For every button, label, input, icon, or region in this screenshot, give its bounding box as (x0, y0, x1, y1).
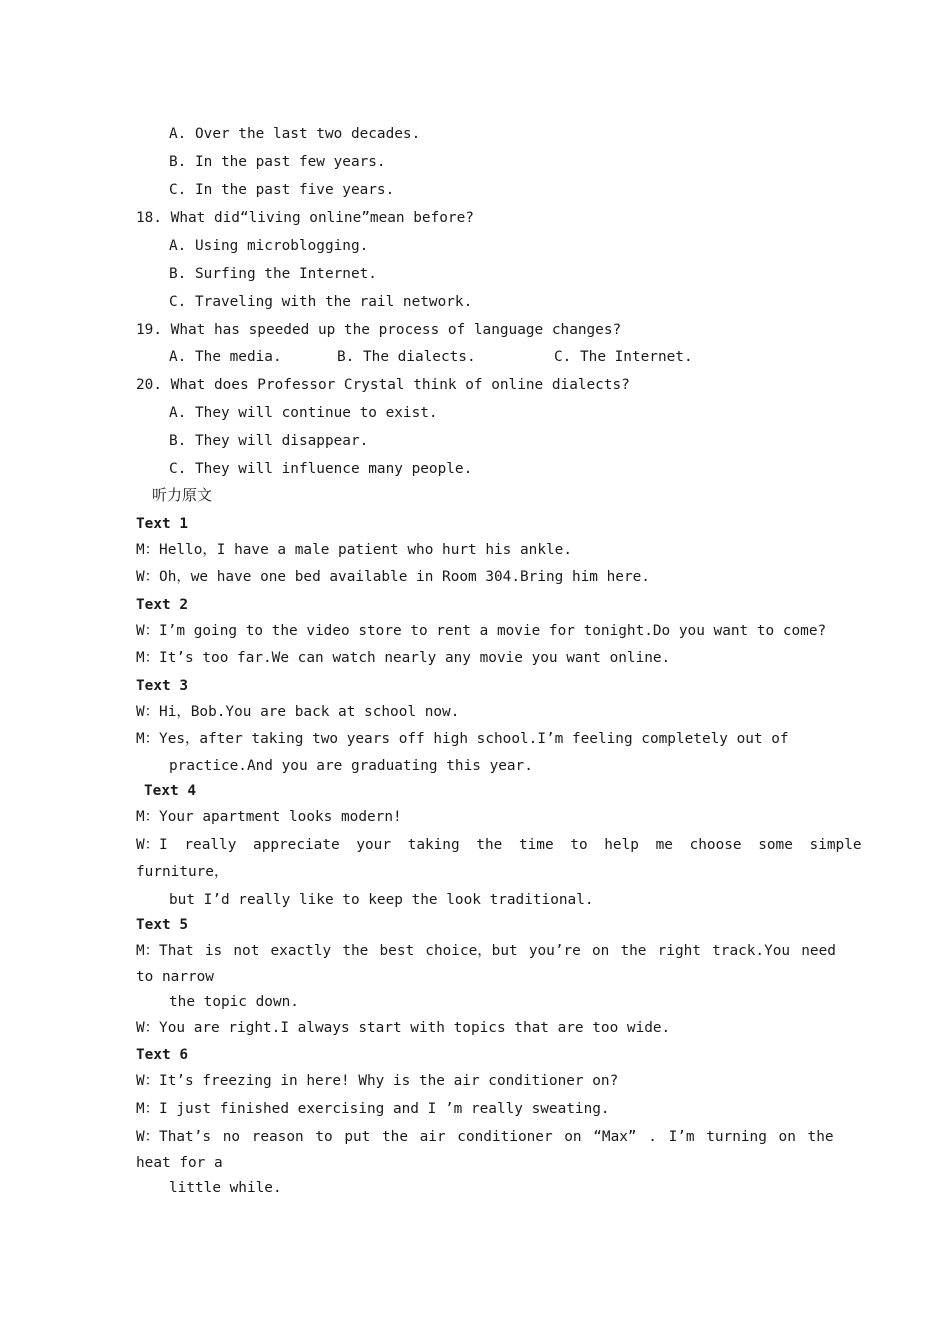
text6-line3-cont: heat for a (136, 1155, 223, 1171)
text5-line1: M：That is not exactly the best choice，but you’re on the right track.You need (136, 943, 836, 959)
q18-option-c: C. Traveling with the rail network. (169, 294, 473, 310)
q17-option-a: A. Over the last two decades. (169, 126, 421, 142)
text4-line2-cont: furniture， (136, 864, 229, 880)
text2-line1: W：I’m going to the video store to rent a movie for tonight.Do you want to come? (136, 623, 827, 639)
text2-line2: M：It’s too far.We can watch nearly any movie you want online. (136, 650, 671, 666)
text2-title: Text 2 (136, 597, 188, 613)
q19-stem: 19. What has speeded up the process of language changes? (136, 322, 622, 338)
text6-line3: W：That’s no reason to put the air conditioner on “Max” . I’m turning on the (136, 1129, 834, 1145)
text6-line3-cont2: little while. (169, 1180, 282, 1196)
q18-stem: 18. What did“living online”mean before? (136, 210, 474, 226)
q17-option-b: B. In the past few years. (169, 154, 386, 170)
text1-line2: W：Oh，we have one bed available in Room 304.Bring him here. (136, 569, 650, 585)
text6-line2: M：I just finished exercising and I ’m really sweating. (136, 1101, 610, 1117)
text5-title: Text 5 (136, 917, 188, 933)
text1-line1: M：Hello，I have a male patient who hurt his ankle. (136, 542, 572, 558)
text4-line2: W：I really appreciate your taking the time to help me choose some simple (136, 837, 862, 853)
text3-title: Text 3 (136, 678, 188, 694)
text5-line1-cont2: the topic down. (169, 994, 299, 1010)
text3-line2-cont: practice.And you are graduating this year. (169, 758, 533, 774)
text6-title: Text 6 (136, 1047, 188, 1063)
transcript-heading: 听力原文 (152, 486, 213, 504)
q20-option-c: C. They will influence many people. (169, 461, 473, 477)
text4-line1: M：Your apartment looks modern! (136, 809, 402, 825)
text5-line2: W：You are right.I always start with topics that are too wide. (136, 1020, 671, 1036)
q19-option-c: C. The Internet. (554, 349, 693, 365)
q19-option-a: A. The media. (169, 349, 282, 365)
text3-line1: W：Hi，Bob.You are back at school now. (136, 704, 460, 720)
q20-option-b: B. They will disappear. (169, 433, 369, 449)
text6-line1: W：It’s freezing in here! Why is the air conditioner on? (136, 1073, 619, 1089)
q20-stem: 20. What does Professor Crystal think of online dialects? (136, 377, 630, 393)
q18-option-a: A. Using microblogging. (169, 238, 369, 254)
q20-option-a: A. They will continue to exist. (169, 405, 438, 421)
text1-title: Text 1 (136, 516, 188, 532)
q17-option-c: C. In the past five years. (169, 182, 395, 198)
q19-option-b: B. The dialects. (337, 349, 476, 365)
text5-line1-cont: to narrow (136, 969, 214, 985)
text4-line2-cont2: but I’d really like to keep the look traditional. (169, 892, 594, 908)
q18-option-b: B. Surfing the Internet. (169, 266, 377, 282)
text3-line2: M：Yes，after taking two years off high school.I’m feeling completely out of (136, 731, 789, 747)
text4-title: Text 4 (144, 783, 196, 799)
